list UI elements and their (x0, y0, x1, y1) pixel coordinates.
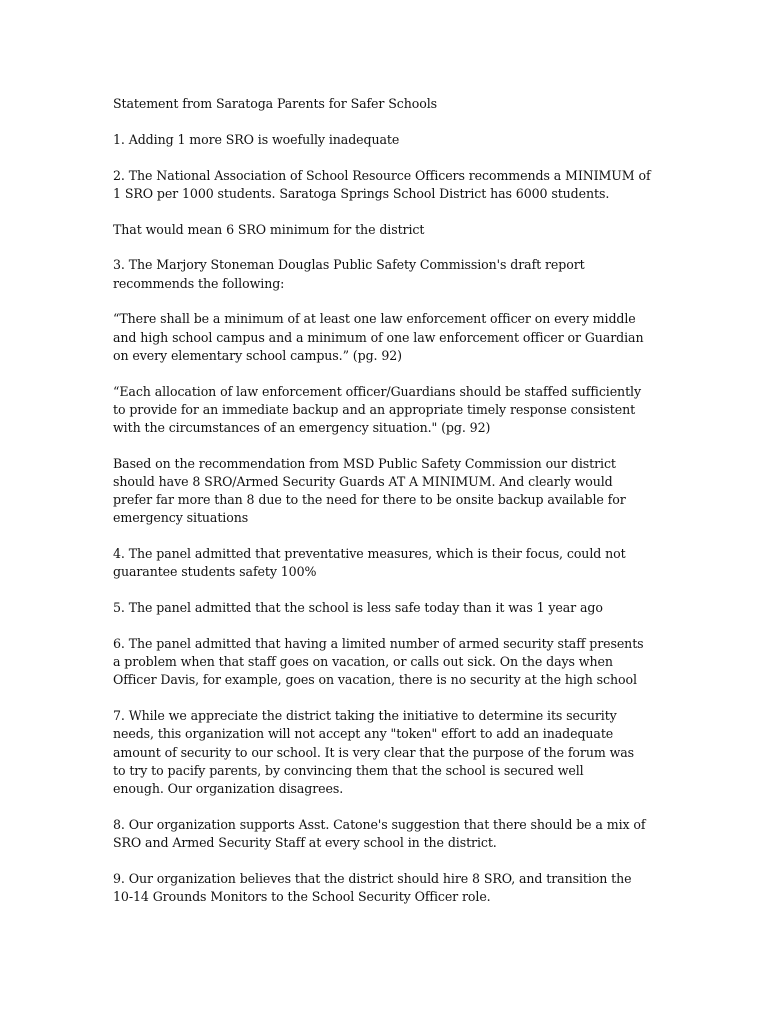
document-title: Statement from Saratoga Parents for Safer Schools (113, 96, 437, 111)
quote-1: “There shall be a minimum of at least one law enforcement officer on every middle and high school campus and a minimum of one law enforcement officer or Guardian on every elementary school campus.” (pg. 92) (113, 311, 644, 363)
paragraph-1: 1. Adding 1 more SRO is woefully inadequate (113, 131, 400, 147)
paragraph-5: 5. The panel admitted that the school is less safe today than it was 1 year ago (113, 600, 603, 616)
paragraph-3: 3. The Marjory Stoneman Douglas Public Safety Commission's draft report recommends the following: (113, 257, 585, 291)
paragraph-3-recommendation: Based on the recommendation from MSD Public Safety Commission our district should have 8 SRO/Armed Security Guards AT A MINIMUM. And clearly would prefer far more than 8 due to the need for there to be onsite backup available for emergency situations (113, 455, 626, 526)
paragraph-9: 9. Our organization believes that the district should hire 8 SRO, and transition the 10-14 Grounds Monitors to the School Security Officer role. (113, 870, 632, 905)
paragraph-8: 8. Our organization supports Asst. Catone's suggestion that there should be a mix of SRO and Armed Security Staff at every school in the district. (113, 816, 646, 851)
quote-2: “Each allocation of law enforcement officer/Guardians should be staffed sufficiently to provide for an immediate backup and an appropriate timely response consistent with the circumstances of an emergency situation." (pg. 92) (113, 383, 641, 435)
paragraph-6: 6. The panel admitted that having a limited number of armed security staff presents a problem when that staff goes on vacation, or calls out sick. On the days when Officer Davis, for example, goes on vacation, there is no security at the high school (113, 636, 644, 688)
document-page (113, 95, 658, 924)
paragraph-4: 4. The panel admitted that preventative measures, which is their focus, could not guarantee students safety 100% (113, 546, 626, 580)
paragraph-7: 7. While we appreciate the district taking the initiative to determine its security needs, this organization will not accept any "token" effort to add an inadequate amount of security to our school. It is very clear that the purpose of the forum was to try to pacify parents, by convincing them that the school is secured well enough. Our organization disagrees. (113, 708, 635, 797)
paragraph-2: 2. The National Association of School Resource Officers recommends a MINIMUM of 1 SRO per 1000 students. Saratoga Springs School District has 6000 students. (113, 167, 651, 201)
paragraph-2-conclusion: That would mean 6 SRO minimum for the district (113, 221, 425, 237)
